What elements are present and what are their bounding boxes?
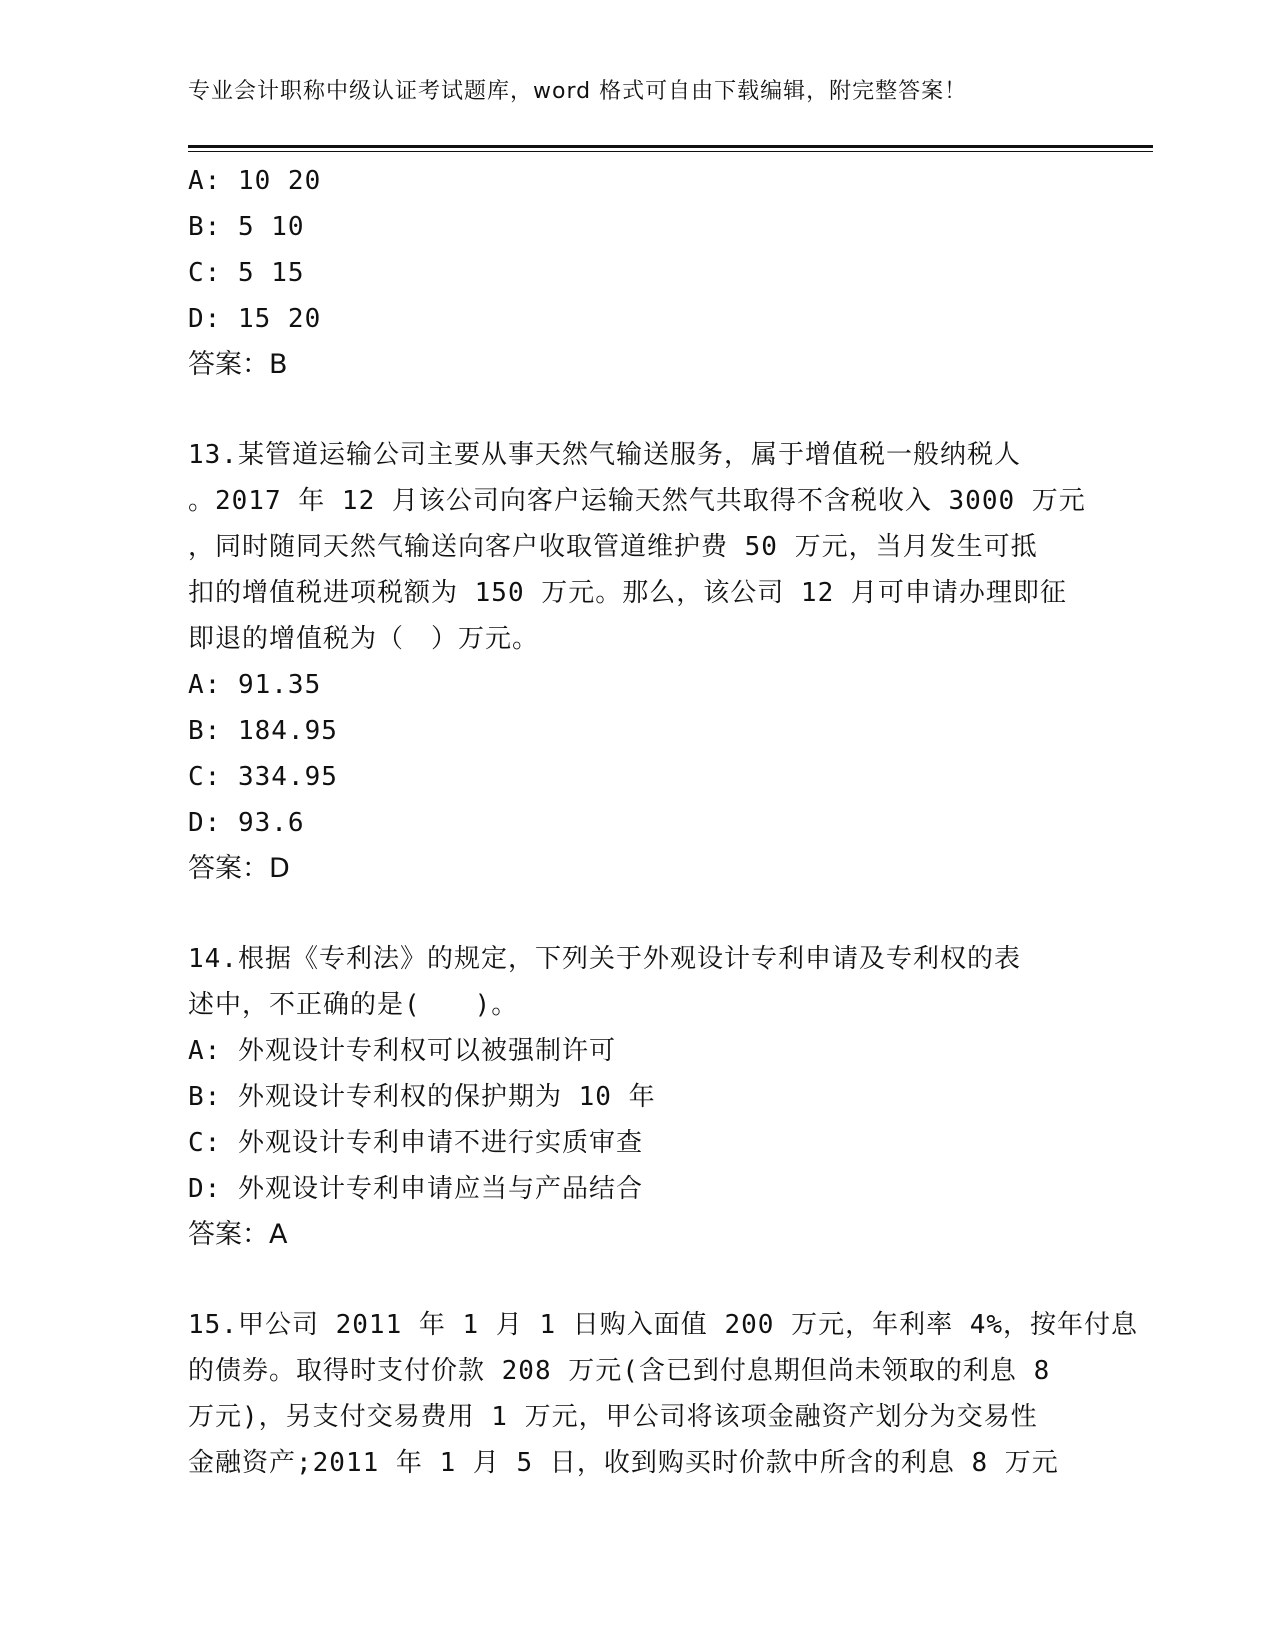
question-text-line: 即退的增值税为（ ）万元。 xyxy=(188,624,540,654)
option-a: A: 91.35 xyxy=(188,670,322,700)
question-content xyxy=(188,158,1139,1486)
question-text-line: 15.甲公司 2011 年 1 月 1 日购入面值 200 万元，年利率 4%，按年付息 xyxy=(188,1310,1139,1340)
question-14 xyxy=(188,936,1088,1258)
question-text-line: 的债券。取得时支付价款 208 万元(含已到付息期但尚未领取的利息 8 xyxy=(188,1356,1051,1386)
option-b: B: 外观设计专利权的保护期为 10 年 xyxy=(188,1082,656,1112)
option-d: D: 93.6 xyxy=(188,808,305,838)
option-c: C: 外观设计专利申请不进行实质审查 xyxy=(188,1128,643,1158)
question-15 xyxy=(188,1302,1139,1486)
question-text-line: ，同时随同天然气输送向客户收取管道维护费 50 万元，当月发生可抵 xyxy=(188,532,1038,562)
option-b: B: 184.95 xyxy=(188,716,338,746)
option-a: A: 外观设计专利权可以被强制许可 xyxy=(188,1036,616,1066)
option-d: D: 15 20 xyxy=(188,304,322,334)
answer-line: 答案：B xyxy=(188,349,288,380)
option-c: C: 5 15 xyxy=(188,258,305,288)
header-rule-thin xyxy=(188,151,1153,152)
question-text-line: 14.根据《专利法》的规定，下列关于外观设计专利申请及专利权的表 xyxy=(188,944,1021,974)
question-text-line: 万元)，另支付交易费用 1 万元，甲公司将该项金融资产划分为交易性 xyxy=(188,1402,1038,1432)
question-text-line: 述中，不正确的是( )。 xyxy=(188,990,519,1020)
answer-line: 答案：A xyxy=(188,1219,288,1250)
question-text-line: 13.某管道运输公司主要从事天然气输送服务，属于增值税一般纳税人 xyxy=(188,440,1021,470)
option-b: B: 5 10 xyxy=(188,212,305,242)
answer-line: 答案：D xyxy=(188,853,290,884)
question-text-line: 。2017 年 12 月该公司向客户运输天然气共取得不含税收入 3000 万元 xyxy=(188,486,1086,516)
page-header: 专业会计职称中级认证考试题库，word 格式可自由下载编辑，附完整答案！ xyxy=(188,79,968,104)
header-rule-thick xyxy=(188,145,1153,148)
previous-question-options xyxy=(188,158,1088,388)
question-text-line: 金融资产;2011 年 1 月 5 日，收到购买时价款中所含的利息 8 万元 xyxy=(188,1448,1059,1478)
question-13 xyxy=(188,432,1088,892)
question-text-line: 扣的增值税进项税额为 150 万元。那么，该公司 12 月可申请办理即征 xyxy=(188,578,1067,608)
option-d: D: 外观设计专利申请应当与产品结合 xyxy=(188,1174,643,1204)
option-a: A: 10 20 xyxy=(188,166,322,196)
option-c: C: 334.95 xyxy=(188,762,338,792)
